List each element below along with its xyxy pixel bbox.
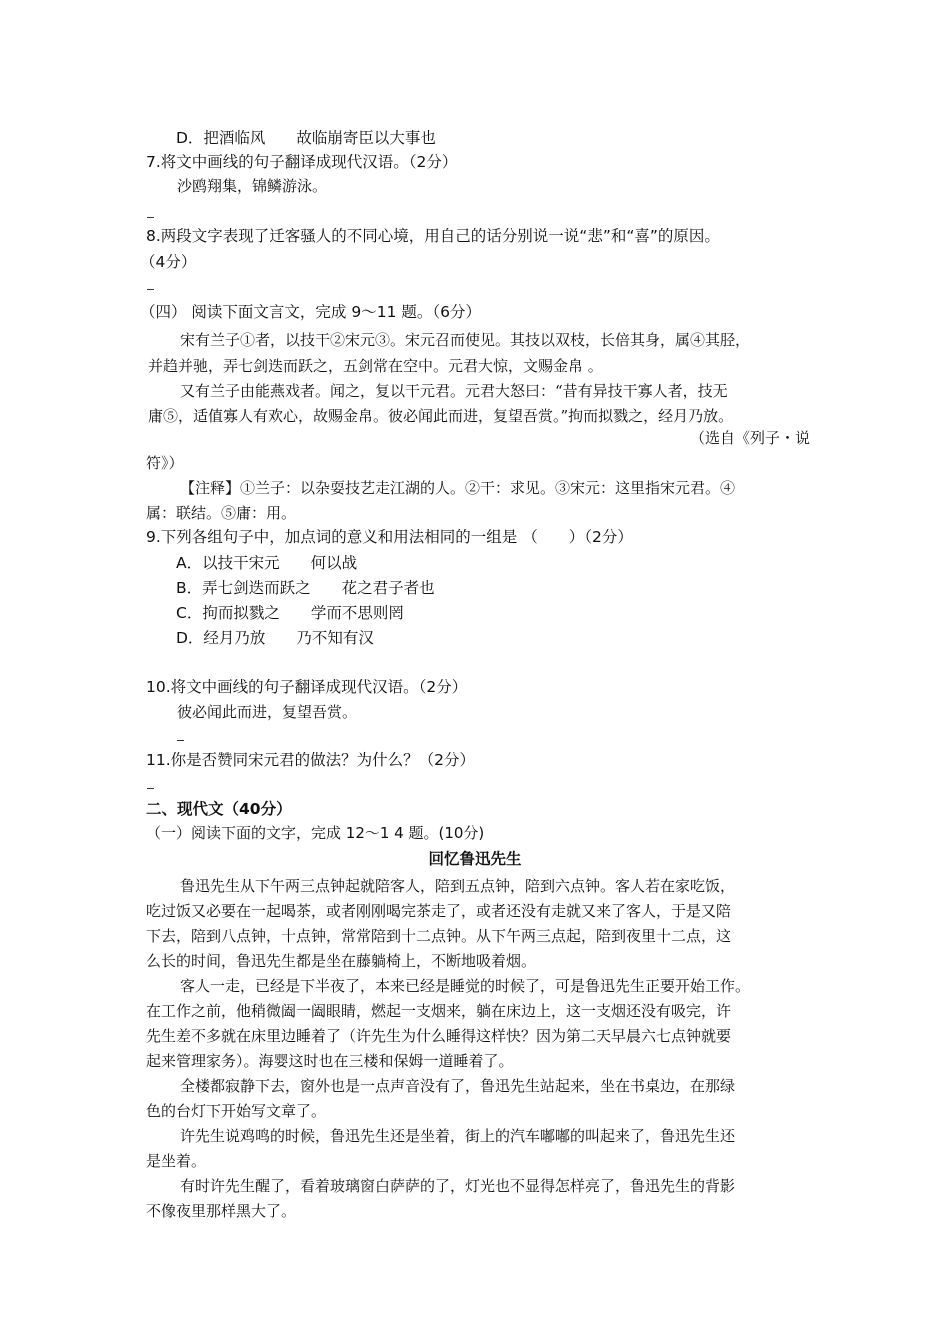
- article-line: 吃过饭又必要在一起喝茶，或者刚刚喝完茶走了，或者还没有走就又来了客人，于是又陪: [146, 902, 732, 920]
- q8-question-line1: 8.两段文字表现了迁客骚人的不同心境，用自己的话分别说一说“悲”和“喜”的原因。: [146, 227, 720, 245]
- article-line: 色的台灯下开始写文章了。: [146, 1102, 327, 1120]
- notes-line: 【注释】①兰子：以杂耍技艺走江湖的人。②干：求见。③宋元：这里指宋元君。④: [180, 479, 736, 497]
- part2-heading: 二、现代文（40分）: [146, 800, 292, 818]
- q9-option-c: C．拘而拟戮之 学而不思则罔: [176, 604, 404, 622]
- article-line: 先生差不多就在床里边睡着了（许先生为什么睡得这样快？因为第二天早晨六七点钟就要: [146, 1027, 732, 1045]
- article-line: 下去，陪到八点钟，十点钟，常常陪到十二点钟。从下午两三点起，陪到夜里十二点，这: [146, 927, 732, 945]
- article-line: 么长的时间，鲁迅先生都是坐在藤躺椅上，不断地吸着烟。: [146, 952, 537, 970]
- q7-question: 7.将文中画线的句子翻译成现代汉语。（2分）: [146, 153, 458, 171]
- q9-option-a: A．以技干宋元 何以战: [176, 554, 358, 572]
- q9-option-b: B．弄七剑迭而跃之 花之君子者也: [176, 579, 435, 597]
- passage-line: 并趋并驰，弄七剑迭而跃之，五剑常在空中。元君大惊，文赐金帛 。: [148, 357, 603, 375]
- section4-heading: （四） 阅读下面文言文，完成 9～11 题。（6分）: [140, 303, 481, 321]
- passage-source-cont: 符》）: [146, 454, 184, 472]
- passage-line: 庸⑤，适值寡人有欢心，故赐金帛。彼必闻此而进，复望吾赏。”拘而拟戮之，经月乃放。: [148, 407, 734, 425]
- q7-answer-blank: [147, 217, 154, 218]
- article-line: 有时许先生醒了，看着玻璃窗白萨萨的了，灯光也不显得怎样亮了，鲁迅先生的背影: [180, 1177, 736, 1195]
- article-line: 客人一走，已经是下半夜了，本来已经是睡觉的时候了，可是鲁迅先生正要开始工作。: [180, 977, 751, 995]
- q8-answer-blank: [147, 289, 154, 290]
- article-line: 在工作之前，他稍微阖一阖眼睛，燃起一支烟来，躺在床边上，这一支烟还没有吸完，许: [146, 1002, 732, 1020]
- q10-sentence: 彼必闻此而进，复望吾赏。: [177, 703, 358, 721]
- part2-subheading: （一）阅读下面的文字，完成 12～1 4 题。(10分): [146, 824, 485, 842]
- article-title: 回忆鲁迅先生: [428, 850, 522, 868]
- article-line: 起来管理家务）。海婴这时也在三楼和保姆一道睡着了。: [146, 1052, 514, 1070]
- q11-answer-blank: [147, 788, 154, 789]
- q8-question-line2: （4分）: [140, 253, 197, 271]
- q10-answer-blank: [177, 740, 184, 741]
- notes-line: 属：联结。⑤庸：用。: [146, 504, 297, 522]
- article-line: 许先生说鸡鸣的时候，鲁迅先生还是坐着，街上的汽车嘟嘟的叫起来了，鲁迅先生还: [180, 1127, 736, 1145]
- passage-line: 又有兰子由能燕戏者。闻之，复以干元君。元君大怒曰：“昔有异技干寡人者，技无: [180, 382, 728, 400]
- q6-option-d: D．把酒临风 故临崩寄臣以大事也: [176, 129, 436, 147]
- q7-sentence: 沙鸥翔集，锦鳞游泳。: [177, 177, 328, 195]
- article-line: 不像夜里那样黑大了。: [146, 1202, 297, 1220]
- article-line: 是坐着。: [146, 1152, 207, 1170]
- q9-option-d: D．经月乃放 乃不知有汉: [176, 629, 374, 647]
- passage-line: 宋有兰子①者，以技干②宋元③。宋元召而使见。其技以双枝，长倍其身，属④其胫，: [180, 331, 751, 349]
- q9-question: 9.下列各组句子中，加点词的意义和用法相同的一组是 （ ）（2分）: [146, 528, 633, 546]
- article-line: 全楼都寂静下去，窗外也是一点声音没有了，鲁迅先生站起来，坐在书桌边，在那绿: [180, 1077, 736, 1095]
- passage-source: （选自《列子・说: [690, 429, 811, 447]
- article-line: 鲁迅先生从下午两三点钟起就陪客人，陪到五点钟，陪到六点钟。客人若在家吃饭，: [180, 877, 736, 895]
- q11-question: 11.你是否赞同宋元君的做法？为什么？（2分）: [146, 751, 476, 769]
- q10-question: 10.将文中画线的句子翻译成现代汉语。（2分）: [146, 678, 468, 696]
